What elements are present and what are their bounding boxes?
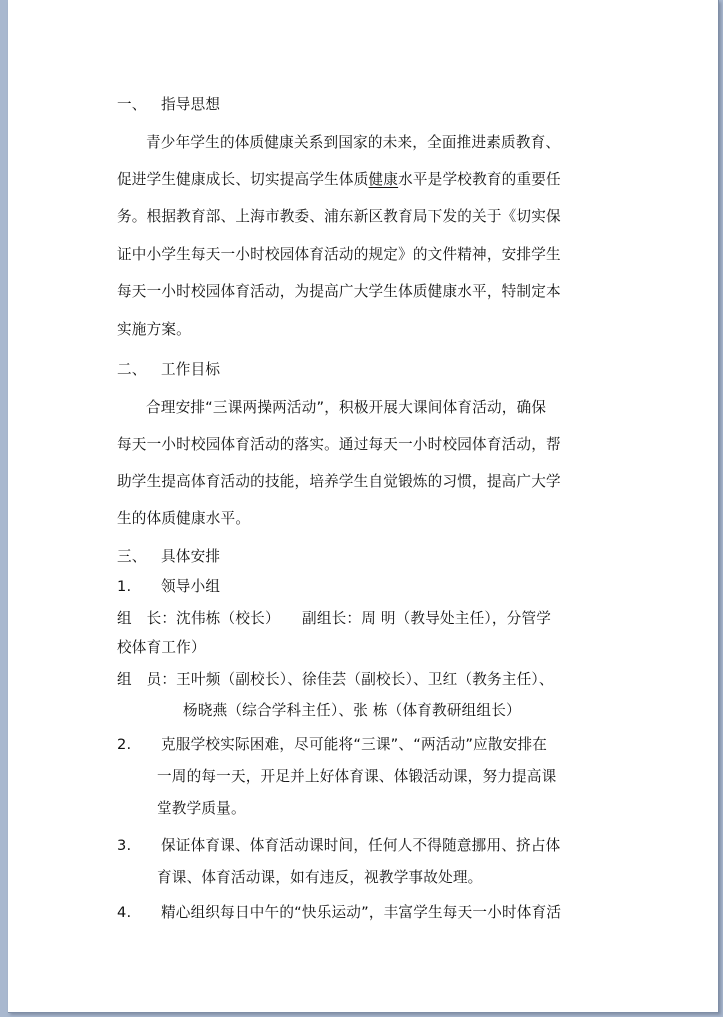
list-number: 3.	[117, 837, 132, 854]
members-line: 杨晓燕（综合学科主任）、张 栋（体育教研组组长）	[183, 702, 521, 719]
list-item-3: 3. 保证体育课、体育活动课时间，任何人不得随意挪用、挤占体	[117, 837, 561, 854]
leader-line: 组 长：沈伟栋（校长） 副组长：周 明（教导处主任），分管学	[117, 610, 552, 627]
paragraph-line: 证中小学生每天一小时校园体育活动的规定》的文件精神，安排学生	[117, 246, 561, 263]
section-title: 工作目标	[161, 361, 221, 378]
section-heading-1	[117, 96, 220, 114]
list-item-4: 4. 精心组织每日中午的“快乐运动”，丰富学生每天一小时体育活	[117, 904, 562, 921]
list-item-1	[117, 578, 220, 596]
paragraph-line: 每天一小时校园体育活动，为提高广大学生体质健康水平，特制定本	[117, 283, 561, 300]
paragraph-line: 务。根据教育部、上海市教委、浦东新区教育局下发的关于《切实保	[117, 208, 561, 225]
section-heading-2	[117, 361, 220, 379]
paragraph-line: 助学生提高体育活动的技能，培养学生自觉锻炼的习惯，提高广大学	[117, 473, 561, 490]
paragraph-line: 实施方案。	[117, 321, 191, 338]
leader-line: 校体育工作）	[117, 639, 206, 656]
list-item-2: 2. 克服学校实际困难，尽可能将“三课”、“两活动”应散安排在	[117, 736, 548, 753]
list-number: 2.	[117, 736, 132, 753]
section-title: 具体安排	[161, 548, 221, 565]
list-item-line: 堂教学质量。	[157, 800, 246, 817]
list-number: 1.	[117, 578, 132, 595]
paragraph-line: 合理安排“三课两操两活动”，积极开展大课间体育活动，确保	[146, 399, 547, 416]
paragraph-line: 每天一小时校园体育活动的落实。通过每天一小时校园体育活动，帮	[117, 436, 561, 453]
paragraph-line: 生的体质健康水平。	[117, 510, 251, 527]
section-title: 指导思想	[161, 96, 221, 113]
list-item-line: 一周的每一天，开足并上好体育课、体锻活动课，努力提高课	[157, 768, 557, 785]
section-heading-3	[117, 548, 220, 566]
document-page	[8, 0, 719, 1013]
section-number: 二、	[117, 361, 147, 378]
list-item-title: 领导小组	[161, 578, 221, 595]
paragraph-line: 青少年学生的体质健康关系到国家的未来，全面推进素质教育、	[146, 134, 561, 151]
section-number: 一、	[117, 96, 147, 113]
members-line: 组 员：王叶频（副校长）、徐佳芸（副校长）、卫红（教务主任）、	[117, 671, 554, 688]
paragraph-line: 促进学生健康成长、切实提高学生体质健康水平是学校教育的重要任	[117, 171, 561, 188]
section-number: 三、	[117, 548, 147, 565]
list-number: 4.	[117, 904, 132, 921]
list-item-line: 育课、体育活动课，如有违反，视教学事故处理。	[157, 869, 483, 886]
underlined-word: 健康	[368, 171, 399, 188]
